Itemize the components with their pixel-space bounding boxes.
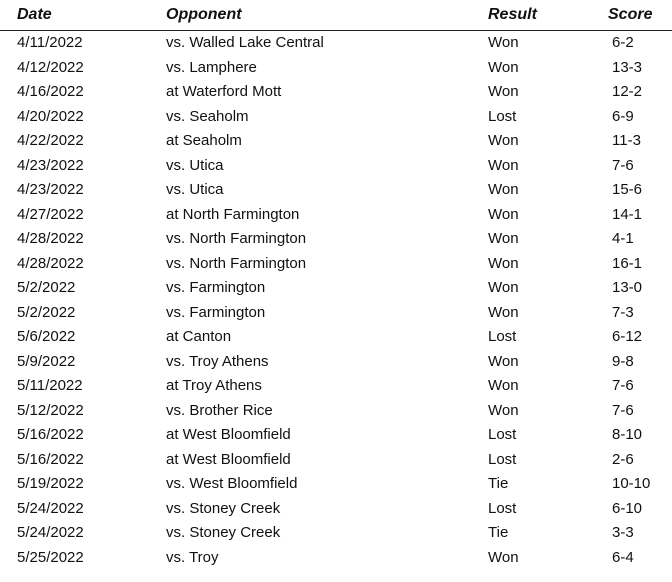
cell-result: Lost [488, 328, 517, 345]
cell-date: 5/16/2022 [17, 450, 84, 468]
cell-score: 9-8 [612, 352, 634, 370]
cell-result: Won [488, 156, 519, 174]
cell-opponent: vs. Farmington [166, 303, 266, 321]
cell-date: 5/2/2022 [17, 279, 76, 296]
cell-date: 4/28/2022 [17, 254, 84, 272]
table-row [0, 31, 672, 56]
cell-opponent: vs. Stoney Creek [166, 499, 281, 517]
cell-opponent: vs. Utica [166, 181, 224, 198]
cell-result: Won [488, 58, 519, 76]
cell-result: Lost [488, 450, 517, 468]
cell-score: 3-3 [612, 524, 634, 541]
column-header-opponent: Opponent [166, 0, 488, 31]
cell-opponent: vs. Troy Athens [166, 352, 269, 370]
cell-score: 8-10 [612, 426, 643, 443]
cell-opponent: vs. Brother Rice [166, 401, 273, 419]
table-row [0, 472, 672, 497]
cell-opponent: at Canton [166, 328, 232, 345]
cell-result: Lost [488, 426, 517, 443]
cell-score: 7-6 [612, 156, 634, 174]
cell-result: Won [488, 377, 519, 394]
column-header-date: Date [0, 0, 166, 31]
cell-date: 4/23/2022 [17, 181, 84, 198]
cell-score: 2-6 [612, 450, 634, 468]
table-row [0, 227, 672, 252]
cell-opponent: at Troy Athens [166, 377, 262, 394]
cell-result: Won [488, 254, 519, 272]
cell-result: Won [488, 279, 519, 296]
cell-score: 6-4 [612, 548, 634, 566]
cell-result: Won [488, 401, 519, 419]
cell-opponent: at Waterford Mott [166, 83, 282, 100]
table-row [0, 546, 672, 571]
cell-opponent: vs. North Farmington [166, 230, 307, 247]
cell-score: 7-6 [612, 401, 634, 419]
cell-score: 4-1 [612, 230, 634, 247]
cell-date: 4/12/2022 [17, 58, 84, 76]
table-row [0, 448, 672, 473]
table-row [0, 423, 672, 448]
table-row [0, 521, 672, 546]
cell-date: 4/28/2022 [17, 230, 84, 247]
cell-opponent: at West Bloomfield [166, 450, 291, 468]
cell-result: Won [488, 205, 519, 223]
cell-result: Won [488, 230, 519, 247]
cell-score: 6-2 [612, 34, 634, 51]
cell-opponent: at Seaholm [166, 132, 242, 149]
cell-result: Won [488, 548, 519, 566]
table-row [0, 497, 672, 522]
cell-score: 7-3 [612, 303, 634, 321]
table-body [0, 31, 672, 571]
cell-date: 4/16/2022 [17, 83, 84, 100]
table-header [0, 0, 672, 31]
header-row [0, 0, 672, 31]
table-row [0, 105, 672, 130]
cell-date: 5/19/2022 [17, 475, 84, 492]
cell-result: Tie [488, 524, 509, 541]
cell-score: 10-10 [612, 475, 651, 492]
column-header-result: Result [488, 0, 608, 31]
cell-date: 4/11/2022 [17, 34, 83, 51]
cell-score: 6-9 [612, 107, 634, 125]
cell-date: 4/23/2022 [17, 156, 84, 174]
cell-date: 5/2/2022 [17, 303, 76, 321]
table-row [0, 276, 672, 301]
cell-opponent: vs. Troy [166, 548, 219, 566]
cell-opponent: at West Bloomfield [166, 426, 291, 443]
cell-opponent: vs. Lamphere [166, 58, 257, 76]
cell-score: 12-2 [612, 83, 643, 100]
table-row [0, 374, 672, 399]
cell-result: Tie [488, 475, 509, 492]
cell-result: Lost [488, 499, 517, 517]
cell-score: 13-0 [612, 279, 643, 296]
table-row [0, 301, 672, 326]
cell-score: 13-3 [612, 58, 643, 76]
cell-opponent: at North Farmington [166, 205, 300, 223]
cell-opponent: vs. North Farmington [166, 254, 307, 272]
cell-date: 4/20/2022 [17, 107, 84, 125]
table-row [0, 399, 672, 424]
cell-score: 7-6 [612, 377, 634, 394]
cell-result: Won [488, 352, 519, 370]
cell-opponent: vs. Utica [166, 156, 224, 174]
cell-date: 5/24/2022 [17, 499, 84, 517]
cell-opponent: vs. West Bloomfield [166, 475, 298, 492]
table-row [0, 252, 672, 277]
cell-date: 5/25/2022 [17, 548, 84, 566]
cell-date: 5/9/2022 [17, 352, 76, 370]
cell-opponent: vs. Farmington [166, 279, 266, 296]
table-row [0, 56, 672, 81]
cell-opponent: vs. Stoney Creek [166, 524, 281, 541]
cell-result: Won [488, 303, 519, 321]
cell-score: 6-12 [612, 328, 643, 345]
table-row [0, 129, 672, 154]
column-header-score: Score [608, 0, 672, 31]
table-row [0, 325, 672, 350]
cell-result: Won [488, 181, 519, 198]
cell-opponent: vs. Seaholm [166, 107, 249, 125]
cell-date: 4/22/2022 [17, 132, 84, 149]
cell-date: 5/11/2022 [17, 377, 83, 394]
table-row [0, 154, 672, 179]
cell-score: 6-10 [612, 499, 643, 517]
cell-result: Won [488, 83, 519, 100]
cell-result: Won [488, 34, 519, 51]
cell-result: Lost [488, 107, 517, 125]
cell-result: Won [488, 132, 519, 149]
cell-date: 5/6/2022 [17, 328, 76, 345]
table-row [0, 350, 672, 375]
cell-score: 16-1 [612, 254, 643, 272]
cell-date: 4/27/2022 [17, 205, 84, 223]
cell-score: 11-3 [612, 132, 641, 149]
cell-date: 5/24/2022 [17, 524, 84, 541]
table-row [0, 80, 672, 105]
cell-date: 5/16/2022 [17, 426, 84, 443]
cell-score: 15-6 [612, 181, 643, 198]
table-row [0, 178, 672, 203]
table-row [0, 203, 672, 228]
cell-date: 5/12/2022 [17, 401, 84, 419]
cell-score: 14-1 [612, 205, 643, 223]
cell-opponent: vs. Walled Lake Central [166, 34, 324, 51]
